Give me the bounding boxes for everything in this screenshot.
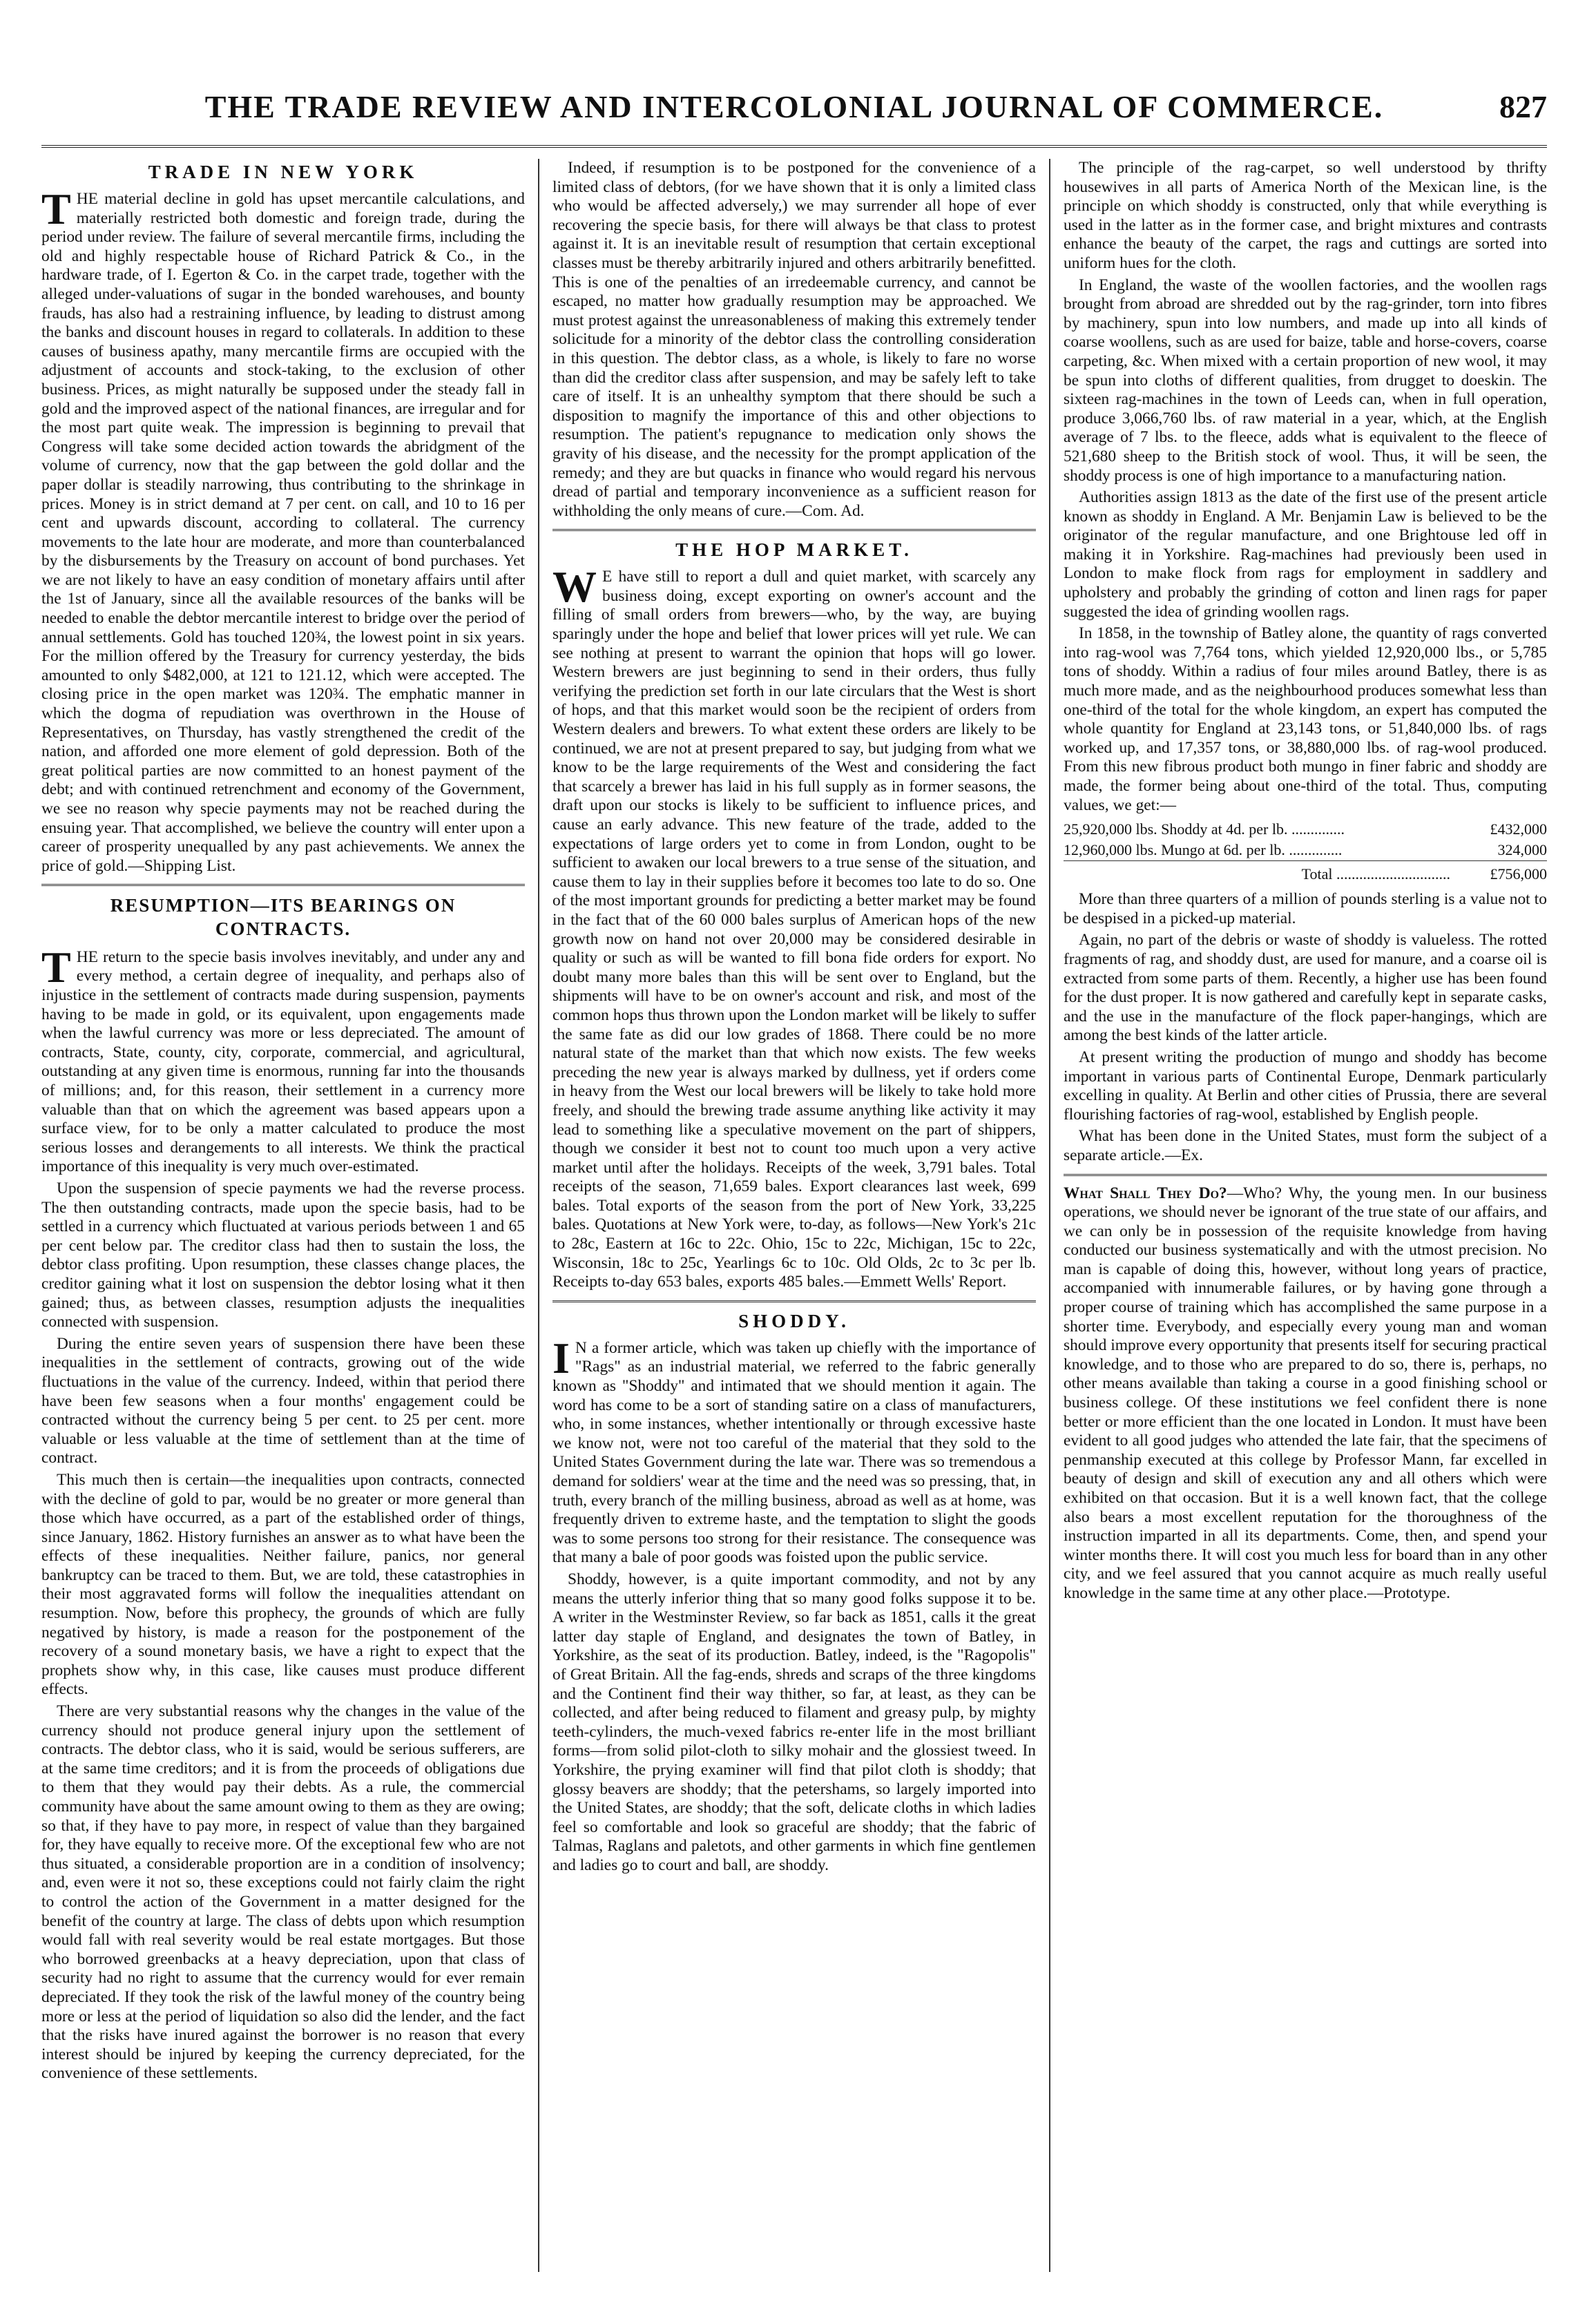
shoddy-paragraph: More than three quarters of a million of pounds sterling is a value not to be despised in a picked-up material. xyxy=(1064,890,1547,927)
page-number: 827 xyxy=(1499,89,1547,124)
shoddy-paragraph: Shoddy, however, is a quite important commodity, and not by any means the utterly inferior thing that so many good folks suppose it to be. A writer in the Westminster Review, so far back as 1851, calls it the great latter day staple of England, and designates the town of Batley, in Yorkshire, as the seat of its production. Batley, indeed, is the "Ragopolis" of Great Britain. All the fag-ends, shreds and scraps of the three kingdoms and the Continent find their way thither, so far, at least, as they can be collected, and after being reduced to filament and greasy pulp, by mighty teeth-cylinders, the much-vexed fabrics re-enter life in the most brilliant forms—from solid pilot-cloth to silky mohair and the glossiest tweed. In Yorkshire, the prying examiner will find that pilot cloth is shoddy; that glossy beavers are shoddy; that the petershams, so largely imported into the United States, are shoddy; that the soft, delicate cloths in which ladies feel so comfortable and look so graceful are shoddy; that the fabric of Talmas, Raglans and paletots, and other garments in which fine gentlemen and ladies go to court and ball, are shoddy. xyxy=(552,1570,1036,1874)
shoddy-heading: SHODDY. xyxy=(738,1310,850,1331)
resumption-paragraph: Upon the suspension of specie payments we had the reverse process. The then outstanding contracts, made upon the specie basis, had to be settled in a currency which fluctuated at various periods between 1 and 65 per cent below par. The creditor class had then to sustain the loss, the debtor class profiting. Upon resumption, these classes change places, the creditor gaining what it lost on suspension the debtor losing what it then gained; thus, as between classes, resumption adjusts the inequalities connected with suspension. xyxy=(41,1179,525,1331)
table-cell-value: 324,000 xyxy=(1497,841,1547,859)
resumption-heading: RESUMPTION—ITS BEARINGS ON CONTRACTS. xyxy=(110,895,456,940)
masthead xyxy=(41,83,1547,148)
resumption-paragraph: There are very substantial reasons why the changes in the value of the currency should not produce general injury upon the settlement of contracts. The debtor class, who it is said, would be serious sufferers, are at the same time creditors; and it is from the proceeds of obligations due to them that they would pay their debts. As a rule, the commercial community have about the same amount owing to them as they are owing; so that, if they have to pay more, in respect of value than they bargained for, they have equally to receive more. Of the exceptional few who are not thus situated, a considerable proportion are in a condition of insolvency; and, even were it not so, these exceptions could not fairly claim the right to control the action of the Government in a matter designed for the benefit of the country at large. The class of debts upon which resumption would fall with real severity would be real estate mortgages. But those who borrowed greenbacks at a heavy depreciation, upon that class of security had no right to assume that the currency would for ever remain depreciated. If they took the risk of the lawful money of the country being more or less at the period of liquidation so also did the lender, and the fact that the risks have inured against the borrower is no reason that every interest should be injured by keeping the currency depreciated, for the convenience of these settlements. xyxy=(41,1702,525,2083)
column-2 xyxy=(552,159,1036,2272)
what-shall-they-do-lead: What Shall They Do? xyxy=(1064,1184,1227,1202)
resumption-paragraph: Indeed, if resumption is to be postponed for the convenience of a limited class of debtors, (for we have shown that it is only a limited class who would be affected adversely,) we may surrender all hope of ever recovering the specie basis, for there will always be that class to protest against it. It is an inevitable result of resumption that certain exceptional classes must be thereby arbitrarily injured and others arbitrarily benefitted. This is one of the penalties of an irredeemable currency, and cannot be escaped, no matter how gradually resumption may be approached. We must protest against the unreasonableness of making this extremely tender solicitude for a minority of the debtor class the controlling consideration in this question. The debtor class, as a whole, is likely to fare no worse than did the creditor class after suspension, and may be safely left to take care of itself. It is an unhealthy symptom that there should be such a disposition to magnify the importance of this and other objections to resumption. The patient's repugnance to medication only shows the gravity of his disease, and the necessity for the prompt application of the remedy; and they are but quacks in finance who would regard his nervous dread of partial and temporary inconvenience as a sufficient reason for withholding the only means of cure.—Com. Ad. xyxy=(552,159,1036,520)
shoddy-paragraph: The principle of the rag-carpet, so well understood by thrifty housewives in all parts of America North of the Mexican line, is the principle on which shoddy is constructed, only that while everything is used in the latter as in the former case, and bright mixtures and contrasts enhance the beauty of the carpet, the rags and cuttings are sorted into uniform hues for the cloth. xyxy=(1064,159,1547,272)
total-value: £756,000 xyxy=(1464,861,1547,885)
resumption-paragraph: During the entire seven years of suspension there have been these inequalities in the settlement of contracts, growing out of the wide fluctuations in the value of the currency. Indeed, within that period there have been few seasons when a four months' engagement could be contracted without the currency being 5 per cent. to 25 per cent. more valuable or less valuable at the time of settlement than at the time of contract. xyxy=(41,1334,525,1467)
section-separator xyxy=(41,884,525,886)
table-cell-label: 12,960,000 lbs. Mungo at 6d. per lb. .............. xyxy=(1064,841,1343,859)
trade-new-york-heading: TRADE IN NEW YORK xyxy=(148,162,419,182)
resumption-paragraph: This much then is certain—the inequalities upon contracts, connected with the decline of gold to par, would be no greater or more general than those which have occurred, as a part of the established order of things, since January, 1862. History furnishes an answer as to what have been the effects of these inequalities. Neither failure, panics, nor general bankruptcy can be traced to them. But, we are told, these catastrophies in their most aggravated forms will follow the inequalities attendant on resumption. Now, before this prophecy, the grounds of which are fully negatived by history, is made a reason for the postponement of the recovery of a sound monetary basis, we have a right to expect that the prophets show why, in this case, like causes must produce different effects. xyxy=(41,1470,525,1699)
resumption-paragraph: THE return to the specie basis involves inevitably, and under any and every method, a certain degree of inequality, and perhaps also of injustice in the settlement of contracts made during suspension, payments having to be made in gold, or its equivalent, upon engagements made when the lawful currency was more or less depreciated. The amount of contracts, State, county, city, corporate, commercial, and agricultural, outstanding at any given time is enormous, running far into the thousands of millions; and, for this reason, their settlement in a currency more valuable than that on which the agreement was based appears upon a surface view, for to be only a matter calculated to produce the most serious losses and derangements to all interests. We think the practical importance of this inequality is very much over-estimated. xyxy=(41,942,525,1176)
shoddy-paragraph: Again, no part of the debris or waste of shoddy is valueless. The rotted fragments of rag, and shoddy dust, are used for manure, and a coarse oil is extracted from some parts of them. Recently, a higher use has been found for the dust proper. It is now gathered and carefully kept in separate casks, and the use in the manufacture of the flock paper-hangings, which are among the best kinds of the latter article. xyxy=(1064,931,1547,1045)
table-cell-value: £432,000 xyxy=(1490,820,1547,838)
hop-market-body: W E have still to report a dull and quiet market, with scarcely any business doing, except exporting on owner's account and the filling of small orders from brewers—who, by the way, are buying sparingly under the hope and belief that lower prices will yet rule. We can see nothing at present to warrant the opinion that hops will go lower. Western brewers are just beginning to send in their orders, thus fully verifying the prediction set forth in our late circulars that the West is short of hops, and that this market would soon be the recipient of orders from Western dealers and brewers. To what extent these orders are likely to be continued, we are not at present prepared to say, but judging from what we know to be the large requirements of the West and considering the fact that scarcely a brewer has laid in his full supply as in former seasons, the draft upon our stocks is likely to be sufficient to influence prices, and cause an early advance. This new feature of the trade, added to the expectations of large orders yet to come in from London, ought to be sufficient to awaken our local brewers to a true sense of the situation, and cause them to lay in their supplies before it becomes too late to do so. One of the most important grounds for predicting a better market may be found in the fact that of the 60 000 bales surplus of American hops of the new growth now on hand not over 20,000 may be considered desirable in quality or such as will be wanted to fill bona fide orders for export. No doubt many more bales than this will be sent over to England, but the shipments will have to be on owner's account and risk, and most of the common hops thus thrown upon the London market will be likely to suffer the same fate as did our low grades of 1868. There could be no more natural state of the market than that which now exists. The few weeks preceding the new year is always marked by dullness, yet if orders come in heavy from the West our local brewers will be likely to take hold more freely, and should the brewing trade assume anything like activity it may lead to something like a speculative movement on the part of shippers, though we consider it best not to count too much upon a very active market until after the holidays. Receipts of the week, 3,791 bales. Total receipts of the season, 71,659 bales. Export clearances last week, 699 bales. Total exports of the season from the port of New York, 33,225 bales. Quotations at New York were, to-day, as follows—New York's 21c to 28c, Eastern at 16c to 22c. Ohio, 15c to 22c, Michigan, 15c to 22c, Wisconsin, 18c to 25c, Yearlings 6c to 10c. Old Olds, 2c to 3c per lb. Receipts to-day 653 bales, exports 485 bales.—Emmett Wells' Report. xyxy=(552,562,1036,1291)
article-columns xyxy=(41,159,1547,2272)
total-label: Total .............................. xyxy=(1064,861,1464,885)
table-cell-label: 25,920,000 lbs. Shoddy at 4d. per lb. .............. xyxy=(1064,820,1345,838)
shoddy-paragraph: At present writing the production of mungo and shoddy has become important in various parts of Continental Europe, Denmark particularly excelling in quality. At Berlin and other cities of Prussia, there are several flourishing factories of rag-wool, established by English people. xyxy=(1064,1048,1547,1124)
shoddy-paragraph: In England, the waste of the woollen factories, and the woollen rags brought from abroad are shredded out by the rag-grinder, torn into fibres by machinery, spun into low numbers, and made up into all kinds of coarse woollens, such as are used for baize, table and horse-covers, coarse carpeting, &c. When mixed with a certain proportion of new wool, it may be spun into cloths of different qualities, from drugget to doeskin. The sixteen rag-machines in the town of Leeds can, when in full operation, produce 3,066,760 lbs. of raw material in a year, which, at the English average of 7 lbs. to the fleece, adds what is equivalent to the fleece of 521,680 sheep to the British stock of wool. Thus, it will be seen, the shoddy process is one of high importance to a manufacturing nation. xyxy=(1064,276,1547,485)
section-separator xyxy=(552,529,1036,531)
shoddy-value-table xyxy=(1064,819,1547,885)
table-row xyxy=(1064,819,1547,840)
hop-market-heading: THE HOP MARKET. xyxy=(675,539,913,561)
dropcap: I xyxy=(552,1333,570,1383)
dropcap: T xyxy=(41,184,71,233)
shoddy-paragraph: In 1858, in the township of Batley alone, the quantity of rags converted into rag-wool was 7,764 tons, which yielded 12,920,000 lbs., or 5,785 tons of shoddy. Within a radius of four miles around Batley, there is as much more made, and as the neighbourhood produces somewhat less than one-third of the total for the whole kingdom, an expert has computed the whole quantity for England at 23,143 tons, or 51,840,000 lbs. of rags worked up, and 17,357 tons, or 38,880,000 lbs. of rag-wool produced. From this new fibrous product both mungo in finer fabric and shoddy are made, the former being about one-third of the total. Thus, computing values, we get:— xyxy=(1064,624,1547,814)
newspaper-page xyxy=(41,83,1547,2286)
column-divider xyxy=(538,159,539,2272)
column-1 xyxy=(41,159,525,2272)
dropcap: T xyxy=(41,942,71,992)
table-total-row xyxy=(1064,861,1547,885)
section-separator xyxy=(552,1300,1036,1302)
shoddy-paragraph: Authorities assign 1813 as the date of the first use of the present article known as shoddy in England. A Mr. Benjamin Law is believed to be the originator of the regular manufacture, and one Brightouse led off in making it in Yorkshire. Rag-machines had previously been used in London to make flock from rags for employment in saddlery and upholstery and probably the grinding of cotton and linen rags for paper suggested the idea of grinding woollen rags. xyxy=(1064,488,1547,621)
publication-title: THE TRADE REVIEW AND INTERCOLONIAL JOURNAL OF COMMERCE. xyxy=(204,89,1384,124)
shoddy-paragraph: What has been done in the United States, must form the subject of a separate article.—Ex. xyxy=(1064,1127,1547,1164)
dropcap: W xyxy=(552,562,597,612)
trade-new-york-body: THE material decline in gold has upset mercantile calculations, and materially restricted both domestic and foreign trade, during the period under review. The failure of several mercantile firms, including the old and highly respectable house of Richard Patrick & Co., in the hardware trade, of I. Egerton & Co. in the carpet trade, together with the alleged under-valuations of sugar in the bonded warehouses, and bounty frauds, has also had a restraining influence, by leading to distrust among the banks and discount houses in regard to collaterals. In addition to these causes of business apathy, many mercantile firms are occupied with the adjustment of accounts and stock-taking, to the exclusion of other business. Prices, as might naturally be supposed under the steady fall in gold and the improved aspect of the national finances, are irregular and for the most part quite weak. The impression is beginning to prevail that Congress will take some decided action towards the abridgment of the volume of currency, now that the gap between the gold dollar and the paper dollar is steadily narrowing, thus contributing to the shrinkage in prices. Money is in strict demand at 7 per cent. on call, and 10 to 16 per cent and upwards discount, according to collateral. The currency movements to the late hour are moderate, and more than counterbalanced by the disbursements by the Treasury on account of bond purchases. Yet we are not likely to have an easy condition of monetary affairs until after the 1st of January, since all the available resources of the banks will be needed to enable the debtor mercantile interest to bridge over the period of annual settlements. Gold has touched 120¾, the lowest point in six years. For the million offered by the Treasury for currency yesterday, the bids amounted to only $482,000, at 121 to 121.12, which were accepted. The closing price in the open market was 120¾. The emphatic manner in which the dogma of repudiation was overthrown in the House of Representatives, on Thursday, has vastly strengthened the credit of the nation, and afforded one more element of gold depression. Both of the great political parties are now committed to an honest payment of the debt; and with continued retrenchment and economy of the Government, we see no reason why specie payments may not be reached during the ensuing year. That accomplished, we believe the country will enter upon a career of prosperity unequalled by any past achievements. We annex the price of gold.—Shipping List. xyxy=(41,184,525,875)
what-shall-they-do-paragraph: What Shall They Do?—Who? Why, the young men. In our business operations, we should never be ignorant of the true state of our affairs, and we can only be in possession of the requisite knowledge from having conducted our business systematically and with the utmost precision. No man is capable of doing this, however, without long years of practice, accompanied with innumerable failures, or by having gone through a proper course of training which has accomplished the same purpose in a shorter time. Everybody, and especially every young man and woman should improve every opportunity that presents itself for securing practical knowledge, and to those who are prepared to do so, there is, perhaps, no other means available than taking a course in a good finishing school or business college. Of these institutions we feel confident there is none better or more efficient than the one located in London. It must have been evident to all good judges who attended the late fair, that the specimens of penmanship executed at this college by Professor Mann, far excelled in beauty of design and skill of execution any and all others which were exhibited on that occasion. But it is a well known fact, that the college also bears a most excellent reputation for the thoroughness of the instruction imparted in all its departments. Come, then, and spend your winter months there. It will cost you much less for board than in any other city, and we feel assured that you cannot acquire as much really useful knowledge in the same time at any other place.—Prototype. xyxy=(1064,1184,1547,1602)
table-row xyxy=(1064,840,1547,861)
column-3 xyxy=(1064,159,1547,2272)
column-divider xyxy=(1049,159,1050,2272)
shoddy-paragraph: I N a former article, which was taken up chiefly with the importance of "Rags" as an industrial material, we referred to the fabric generally known as "Shoddy" and intimated that we should mention it again. The word has come to be a sort of standing satire on a class of manufacturers, who, in some instances, whether intentionally or through excessive haste we know not, were not too careful of the material that they sold to the United States Government during the late war. There was so tremendous a demand for soldiers' wear at the time and the need was so pressing, that, in truth, every branch of the milling business, abroad as well as at home, was frequently driven to extreme haste, and the temptation to slight the goods was to some persons too strong for their resistance. The consequence was that many a bale of poor goods was foisted upon the public service. xyxy=(552,1333,1036,1567)
section-separator xyxy=(1064,1174,1547,1176)
